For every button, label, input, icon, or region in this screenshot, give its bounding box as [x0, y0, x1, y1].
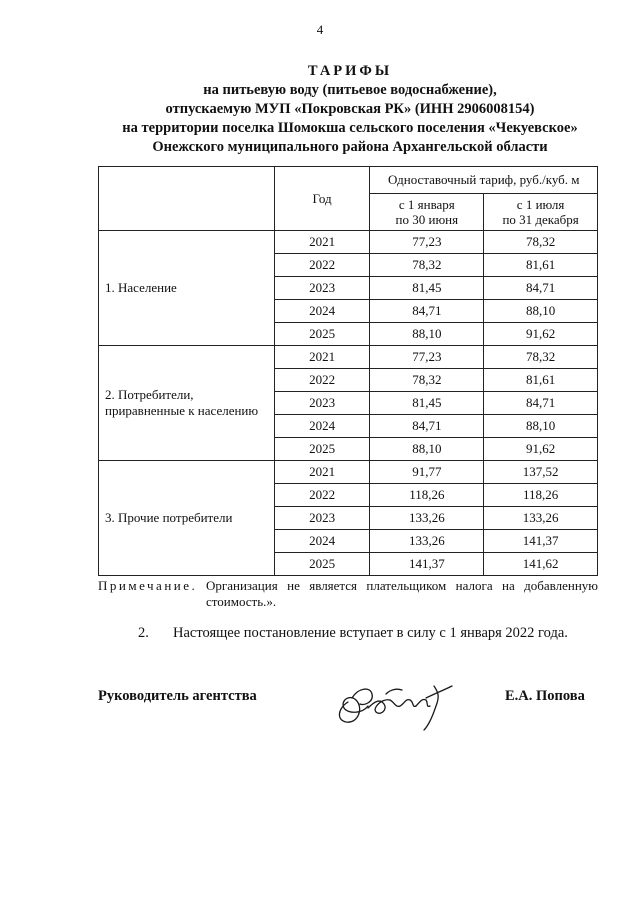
tariff-first-half-cell: 77,23: [370, 231, 484, 254]
tariff-first-half-cell: 78,32: [370, 369, 484, 392]
header-year: Год: [274, 167, 370, 231]
year-cell: 2021: [274, 231, 370, 254]
paragraph-number: 2.: [138, 625, 149, 641]
tariff-first-half-cell: 84,71: [370, 300, 484, 323]
consumer-group-label: 3. Прочие потребители: [99, 461, 275, 576]
tariff-second-half-cell: 84,71: [484, 392, 598, 415]
tariff-second-half-cell: 141,62: [484, 553, 598, 576]
tariff-first-half-cell: 133,26: [370, 507, 484, 530]
header-tariff: Одноставочный тариф, руб./куб. м: [370, 167, 598, 194]
header-first-half-line2: по 30 июня: [395, 212, 459, 227]
tariff-second-half-cell: 133,26: [484, 507, 598, 530]
header-second-half: [484, 194, 598, 231]
paragraph-text: Настоящее постановление вступает в силу с 1 января 2022 года.: [173, 625, 568, 641]
year-cell: 2021: [274, 346, 370, 369]
title-line-2: на питьевую воду (питьевое водоснабжение),: [203, 82, 497, 98]
year-cell: 2024: [274, 300, 370, 323]
tariff-second-half-cell: 81,61: [484, 369, 598, 392]
tariff-first-half-cell: 133,26: [370, 530, 484, 553]
header-second-half-line2: по 31 декабря: [502, 212, 579, 227]
year-cell: 2024: [274, 415, 370, 438]
tariff-second-half-cell: 91,62: [484, 438, 598, 461]
title-line-3: отпускаемую МУП «Покровская РК» (ИНН 2906008154): [165, 101, 535, 117]
year-cell: 2023: [274, 507, 370, 530]
consumer-group-label: 2. Потребители, приравненные к населению: [99, 346, 275, 461]
year-cell: 2022: [274, 369, 370, 392]
tariff-second-half-cell: 91,62: [484, 323, 598, 346]
tariff-second-half-cell: 78,32: [484, 346, 598, 369]
header-second-half-line1: с 1 июля: [516, 197, 565, 212]
year-cell: 2025: [274, 323, 370, 346]
note-label: Примечание.: [98, 578, 198, 593]
table-row: [99, 346, 598, 369]
note-text: Организация не является плательщиком налога на добавленную стоимость.».: [206, 578, 598, 609]
tariff-first-half-cell: 81,45: [370, 277, 484, 300]
year-cell: 2023: [274, 277, 370, 300]
table-row: [99, 461, 598, 484]
year-cell: 2024: [274, 530, 370, 553]
tariff-first-half-cell: 78,32: [370, 254, 484, 277]
handwritten-signature: [330, 668, 460, 738]
title-heading: ТАРИФЫ: [307, 63, 393, 79]
document-title: [60, 62, 640, 157]
year-cell: 2021: [274, 461, 370, 484]
tariff-table: [98, 166, 598, 576]
tariff-second-half-cell: 88,10: [484, 300, 598, 323]
header-first-half-line1: с 1 января: [398, 197, 455, 212]
tariff-first-half-cell: 91,77: [370, 461, 484, 484]
title-line-5: Онежского муниципального района Архангельской области: [152, 139, 548, 155]
title-line-4: на территории поселка Шомокша сельского поселения «Чекуевское»: [122, 120, 578, 136]
signatory-position: Руководитель агентства: [98, 688, 257, 704]
tariff-second-half-cell: 84,71: [484, 277, 598, 300]
tariff-first-half-cell: 141,37: [370, 553, 484, 576]
tariff-second-half-cell: 118,26: [484, 484, 598, 507]
consumer-group-label: 1. Население: [99, 231, 275, 346]
tariff-first-half-cell: 77,23: [370, 346, 484, 369]
year-cell: 2022: [274, 484, 370, 507]
tariff-second-half-cell: 137,52: [484, 461, 598, 484]
header-empty-cell: [99, 167, 275, 231]
year-cell: 2022: [274, 254, 370, 277]
year-cell: 2025: [274, 553, 370, 576]
tariff-second-half-cell: 141,37: [484, 530, 598, 553]
tariff-second-half-cell: 78,32: [484, 231, 598, 254]
year-cell: 2025: [274, 438, 370, 461]
tariff-first-half-cell: 81,45: [370, 392, 484, 415]
tariff-first-half-cell: 88,10: [370, 323, 484, 346]
table-row: [99, 231, 598, 254]
year-cell: 2023: [274, 392, 370, 415]
header-first-half: [370, 194, 484, 231]
tariff-second-half-cell: 81,61: [484, 254, 598, 277]
tariff-first-half-cell: 118,26: [370, 484, 484, 507]
tariff-first-half-cell: 84,71: [370, 415, 484, 438]
tariff-first-half-cell: 88,10: [370, 438, 484, 461]
signatory-name: Е.А. Попова: [505, 688, 585, 704]
tariff-second-half-cell: 88,10: [484, 415, 598, 438]
page-number: 4: [316, 22, 324, 37]
